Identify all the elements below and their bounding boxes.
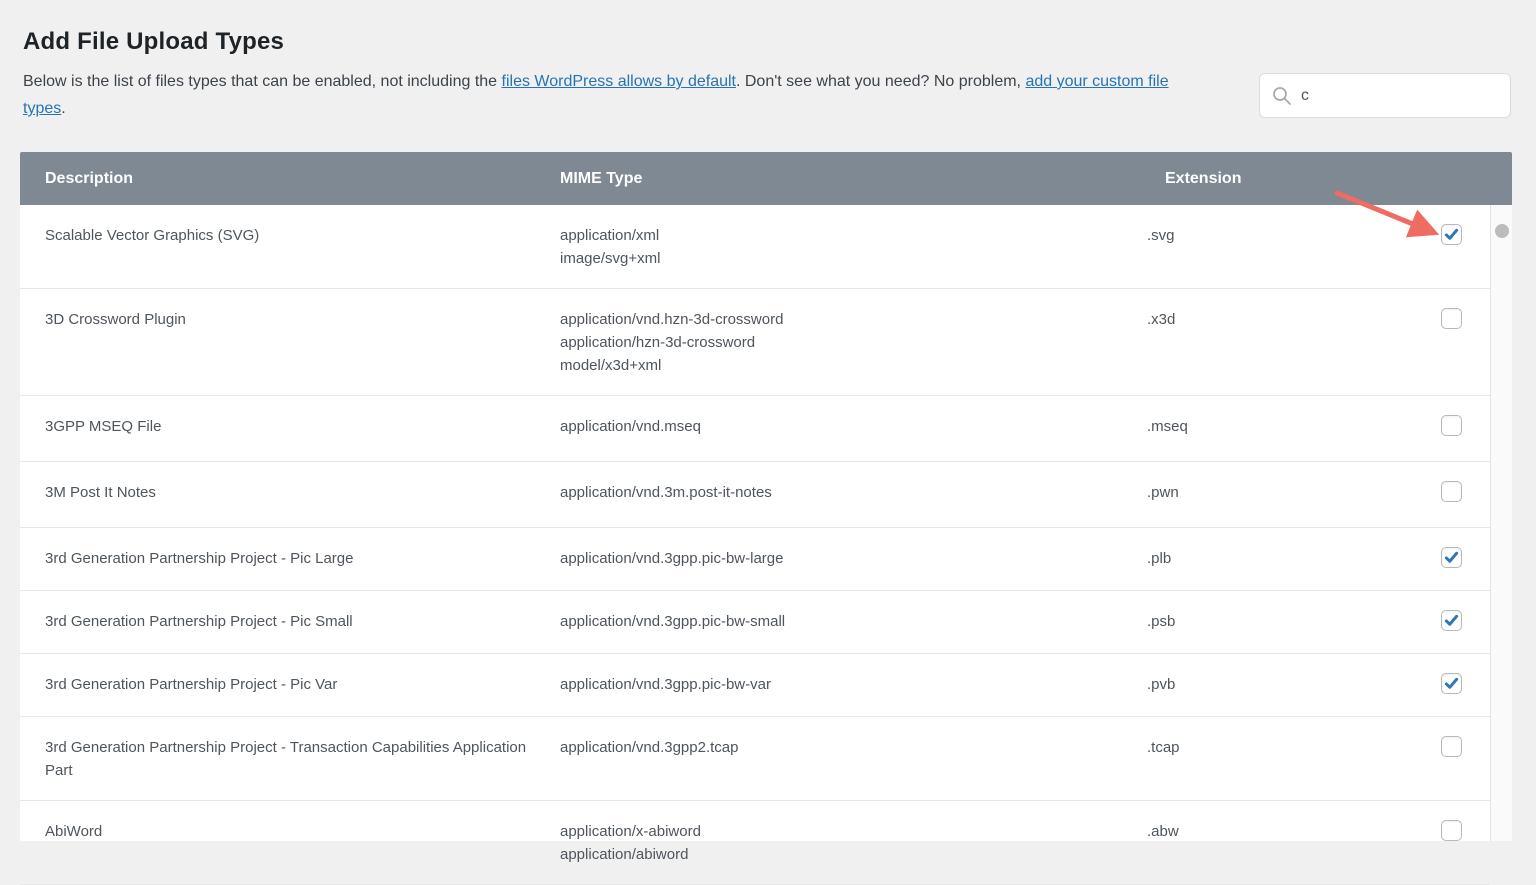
extension-cell: .plb: [1147, 550, 1172, 567]
table-row: [20, 717, 1490, 801]
description-cell: Scalable Vector Graphics (SVG): [45, 227, 260, 244]
row-checkbox[interactable]: [1441, 673, 1462, 694]
mime-type-cell: [560, 224, 1147, 270]
mime-type-line: application/vnd.3gpp2.tcap: [560, 739, 739, 756]
table-row: [20, 591, 1490, 654]
table-row: [20, 205, 1490, 289]
description-cell: 3rd Generation Partnership Project - Pic Large: [45, 550, 354, 567]
mime-type-line: application/vnd.hzn-3d-crossword: [560, 311, 784, 328]
mime-type-cell: [560, 547, 1147, 572]
extension-cell: .abw: [1147, 823, 1179, 840]
row-checkbox[interactable]: [1441, 610, 1462, 631]
mime-type-cell: [560, 673, 1147, 698]
mime-type-line: application/x-abiword: [560, 823, 701, 840]
mime-type-cell: [560, 736, 1147, 782]
extension-cell: .pwn: [1147, 484, 1179, 501]
intro-part-3: .: [61, 100, 66, 117]
row-checkbox[interactable]: [1441, 415, 1462, 436]
table-row: [20, 289, 1490, 396]
intro-part-1: Below is the list of files types that can be enabled, not including the: [23, 73, 502, 90]
mime-type-cell: [560, 415, 1147, 443]
mime-type-line: application/vnd.mseq: [560, 418, 701, 435]
table-scrollbar-track[interactable]: [1490, 205, 1512, 841]
mime-type-line: image/svg+xml: [560, 250, 661, 267]
column-header-extension: Extension: [1165, 169, 1242, 187]
mime-type-line: application/xml: [560, 227, 660, 244]
mime-type-cell: [560, 308, 1147, 377]
intro-part-2: . Don't see what you need? No problem,: [735, 73, 1026, 90]
column-header-description: Description: [45, 169, 134, 187]
link-add-custom-file-types[interactable]: add your custom file types: [23, 73, 1169, 117]
description-cell: 3rd Generation Partnership Project - Transaction Capabilities Application Part: [45, 739, 527, 779]
page-title: Add File Upload Types: [23, 28, 285, 55]
mime-type-line: application/abiword: [560, 846, 689, 863]
search-input[interactable]: [1301, 87, 1508, 105]
description-cell: 3M Post It Notes: [45, 484, 156, 501]
search-box[interactable]: [1259, 73, 1511, 118]
mime-type-line: application/vnd.3gpp.pic-bw-small: [560, 613, 786, 630]
file-types-table: [20, 152, 1512, 863]
table-row: [20, 654, 1490, 717]
mime-type-cell: [560, 820, 1147, 866]
extension-cell: .pvb: [1147, 676, 1176, 693]
mime-type-cell: [560, 481, 1147, 509]
description-cell: 3D Crossword Plugin: [45, 311, 186, 328]
mime-type-line: model/x3d+xml: [560, 357, 662, 374]
extension-cell: .mseq: [1147, 418, 1188, 435]
row-checkbox[interactable]: [1441, 736, 1462, 757]
table-header-row: [20, 152, 1512, 205]
extension-cell: .x3d: [1147, 311, 1176, 328]
extension-cell: .psb: [1147, 613, 1176, 630]
mime-type-line: application/vnd.3gpp.pic-bw-var: [560, 676, 771, 693]
description-cell: 3GPP MSEQ File: [45, 418, 162, 435]
intro-text: [23, 68, 1208, 122]
table-scrollbar-thumb[interactable]: [1495, 224, 1509, 238]
row-checkbox[interactable]: [1441, 481, 1462, 502]
table-row: [20, 462, 1490, 528]
mime-type-cell: [560, 610, 1147, 635]
link-files-wordpress-allows[interactable]: files WordPress allows by default: [501, 73, 736, 90]
row-checkbox[interactable]: [1441, 308, 1462, 329]
table-row: [20, 396, 1490, 462]
search-icon: [1272, 86, 1292, 106]
column-header-mime-type: MIME Type: [560, 169, 643, 187]
table-body: [20, 205, 1490, 863]
mime-type-line: application/vnd.3m.post-it-notes: [560, 484, 772, 501]
extension-cell: .svg: [1147, 227, 1175, 244]
mime-type-line: application/vnd.3gpp.pic-bw-large: [560, 550, 784, 567]
table-row: [20, 801, 1490, 885]
description-cell: 3rd Generation Partnership Project - Pic Small: [45, 613, 353, 630]
svg-row-checkbox[interactable]: [1441, 224, 1462, 245]
extension-cell: .tcap: [1147, 739, 1180, 756]
row-checkbox[interactable]: [1441, 547, 1462, 568]
row-checkbox[interactable]: [1441, 820, 1462, 841]
table-row: [20, 528, 1490, 591]
description-cell: 3rd Generation Partnership Project - Pic Var: [45, 676, 338, 693]
description-cell: AbiWord: [45, 823, 103, 840]
mime-type-line: application/hzn-3d-crossword: [560, 334, 756, 351]
